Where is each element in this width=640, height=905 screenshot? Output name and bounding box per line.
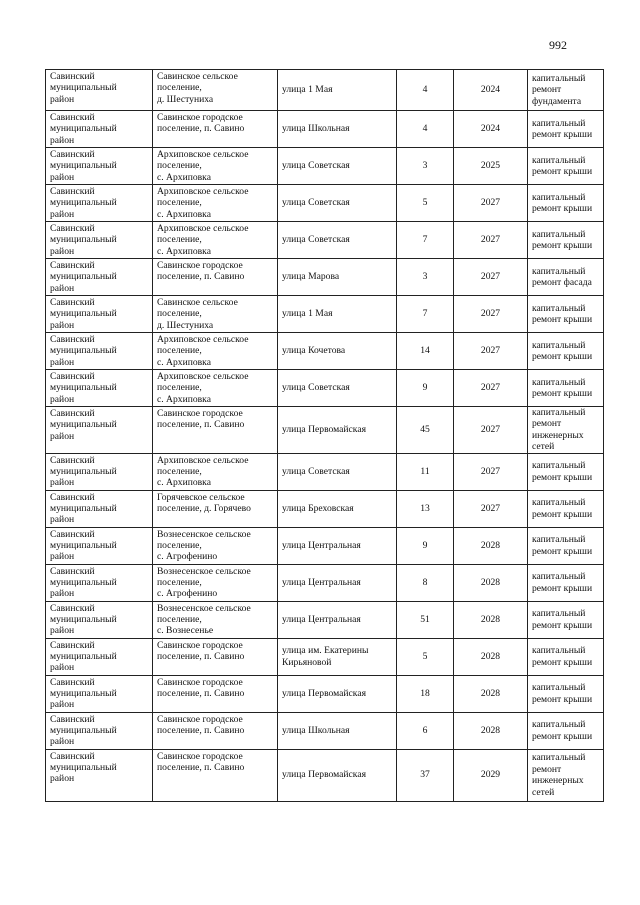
cell-settlement bbox=[153, 407, 278, 454]
house-text: 3 bbox=[422, 160, 428, 172]
cell-district bbox=[46, 601, 153, 638]
year-text: 2024 bbox=[480, 84, 501, 96]
work-text: капитальный ремонт крыши bbox=[532, 719, 593, 742]
cell-year bbox=[454, 148, 528, 185]
year-text: 2027 bbox=[480, 345, 501, 357]
year-text: 2027 bbox=[480, 271, 501, 283]
table-row bbox=[46, 638, 604, 675]
table-row bbox=[46, 601, 604, 638]
cell-street bbox=[278, 601, 397, 638]
cell-year bbox=[454, 453, 528, 490]
cell-district bbox=[46, 638, 153, 675]
district-text: Савинский муниципальный район bbox=[50, 676, 117, 711]
cell-work bbox=[528, 296, 604, 333]
settlement-text: Савинское сельское поселение, д. Шестуниха bbox=[157, 297, 238, 331]
cell-district bbox=[46, 370, 153, 407]
cell-district bbox=[46, 185, 153, 222]
street-text: улица им. Екатерины Кирьяновой bbox=[282, 645, 369, 668]
cell-settlement bbox=[153, 296, 278, 333]
cell-street bbox=[278, 638, 397, 675]
street-text: улица Центральная bbox=[282, 613, 361, 625]
cell-year bbox=[454, 527, 528, 564]
work-text: капитальный ремонт инженерных сетей bbox=[532, 407, 586, 453]
district-text: Савинский муниципальный район bbox=[50, 528, 117, 563]
cell-street bbox=[278, 407, 397, 454]
cell-settlement bbox=[153, 259, 278, 296]
house-text: 14 bbox=[420, 345, 430, 357]
cell-house bbox=[397, 222, 454, 259]
settlement-text: Савинское городское поселение, п. Савино bbox=[157, 408, 245, 431]
work-text: капитальный ремонт крыши bbox=[532, 191, 593, 214]
house-text: 6 bbox=[422, 724, 428, 736]
table-row bbox=[46, 564, 604, 601]
year-text: 2028 bbox=[480, 539, 501, 551]
cell-work bbox=[528, 564, 604, 601]
cell-district bbox=[46, 675, 153, 712]
cell-work bbox=[528, 675, 604, 712]
cell-district bbox=[46, 453, 153, 490]
work-text: капитальный ремонт крыши bbox=[532, 339, 593, 362]
table-body bbox=[46, 70, 604, 802]
year-text: 2027 bbox=[480, 502, 501, 514]
work-text: капитальный ремонт крыши bbox=[532, 571, 593, 594]
cell-house bbox=[397, 259, 454, 296]
cell-settlement bbox=[153, 185, 278, 222]
cell-district bbox=[46, 490, 153, 527]
district-text: Савинский муниципальный район bbox=[50, 565, 117, 600]
house-text: 5 bbox=[422, 197, 428, 209]
cell-settlement bbox=[153, 370, 278, 407]
year-text: 2029 bbox=[480, 769, 501, 781]
table-row bbox=[46, 111, 604, 148]
table-row bbox=[46, 296, 604, 333]
street-text: улица 1 Мая bbox=[282, 308, 333, 320]
cell-house bbox=[397, 70, 454, 111]
cell-district bbox=[46, 259, 153, 296]
work-text: капитальный ремонт фундамента bbox=[532, 72, 586, 107]
repair-schedule-table bbox=[45, 69, 604, 802]
settlement-text: Вознесенское сельское поселение, с. Вознесенье bbox=[157, 602, 251, 637]
table-row bbox=[46, 675, 604, 712]
cell-street bbox=[278, 70, 397, 111]
cell-year bbox=[454, 749, 528, 801]
year-text: 2027 bbox=[480, 382, 501, 394]
settlement-text: Савинское городское поселение, п. Савино bbox=[157, 260, 245, 283]
table-row bbox=[46, 370, 604, 407]
district-text: Савинский муниципальный район bbox=[50, 713, 117, 748]
settlement-text: Архиповское сельское поселение, с. Архиповка bbox=[157, 334, 249, 368]
cell-year bbox=[454, 675, 528, 712]
table-row bbox=[46, 490, 604, 527]
street-text: улица Школьная bbox=[282, 724, 350, 736]
cell-year bbox=[454, 111, 528, 148]
work-text: капитальный ремонт крыши bbox=[532, 154, 593, 177]
cell-house bbox=[397, 564, 454, 601]
cell-year bbox=[454, 296, 528, 333]
table-row bbox=[46, 70, 604, 111]
street-text: улица Центральная bbox=[282, 539, 361, 551]
table-row bbox=[46, 712, 604, 749]
cell-district bbox=[46, 222, 153, 259]
district-text: Савинский муниципальный район bbox=[50, 750, 117, 785]
cell-work bbox=[528, 148, 604, 185]
table-row bbox=[46, 407, 604, 454]
work-text: капитальный ремонт крыши bbox=[532, 460, 593, 483]
table-row bbox=[46, 749, 604, 801]
cell-work bbox=[528, 333, 604, 370]
house-text: 3 bbox=[422, 271, 428, 283]
cell-house bbox=[397, 712, 454, 749]
district-text: Савинский муниципальный район bbox=[50, 371, 117, 405]
cell-district bbox=[46, 70, 153, 111]
house-text: 11 bbox=[420, 465, 430, 477]
cell-settlement bbox=[153, 222, 278, 259]
house-text: 18 bbox=[420, 687, 430, 699]
cell-house bbox=[397, 675, 454, 712]
cell-house bbox=[397, 638, 454, 675]
house-text: 9 bbox=[422, 539, 428, 551]
table-row bbox=[46, 453, 604, 490]
district-text: Савинский муниципальный район bbox=[50, 408, 117, 442]
cell-year bbox=[454, 222, 528, 259]
cell-house bbox=[397, 185, 454, 222]
cell-house bbox=[397, 490, 454, 527]
cell-district bbox=[46, 407, 153, 454]
cell-settlement bbox=[153, 111, 278, 148]
cell-district bbox=[46, 148, 153, 185]
settlement-text: Савинское городское поселение, п. Савино bbox=[157, 112, 245, 135]
district-text: Савинский муниципальный район bbox=[50, 71, 117, 105]
district-text: Савинский муниципальный район bbox=[50, 454, 117, 489]
district-text: Савинский муниципальный район bbox=[50, 639, 117, 674]
house-text: 4 bbox=[422, 84, 428, 96]
cell-year bbox=[454, 185, 528, 222]
table-row bbox=[46, 527, 604, 564]
street-text: улица Советская bbox=[282, 465, 350, 477]
cell-district bbox=[46, 527, 153, 564]
street-text: улица Бреховская bbox=[282, 502, 354, 514]
year-text: 2028 bbox=[480, 576, 501, 588]
cell-house bbox=[397, 296, 454, 333]
street-text: улица Советская bbox=[282, 160, 350, 172]
cell-street bbox=[278, 527, 397, 564]
cell-house bbox=[397, 407, 454, 454]
cell-year bbox=[454, 370, 528, 407]
cell-house bbox=[397, 148, 454, 185]
district-text: Савинский муниципальный район bbox=[50, 491, 117, 526]
cell-street bbox=[278, 490, 397, 527]
cell-work bbox=[528, 111, 604, 148]
cell-settlement bbox=[153, 601, 278, 638]
district-text: Савинский муниципальный район bbox=[50, 112, 117, 146]
street-text: улица Первомайская bbox=[282, 769, 366, 781]
district-text: Савинский муниципальный район bbox=[50, 186, 117, 220]
cell-settlement bbox=[153, 490, 278, 527]
work-text: капитальный ремонт крыши bbox=[532, 376, 593, 399]
cell-work bbox=[528, 185, 604, 222]
cell-work bbox=[528, 527, 604, 564]
cell-settlement bbox=[153, 564, 278, 601]
settlement-text: Вознесенское сельское поселение, с. Агрофенино bbox=[157, 528, 251, 563]
work-text: капитальный ремонт инженерных сетей bbox=[532, 752, 586, 798]
cell-street bbox=[278, 749, 397, 801]
cell-street bbox=[278, 333, 397, 370]
cell-year bbox=[454, 333, 528, 370]
street-text: улица Марова bbox=[282, 271, 340, 283]
cell-house bbox=[397, 749, 454, 801]
street-text: улица 1 Мая bbox=[282, 84, 333, 96]
cell-work bbox=[528, 222, 604, 259]
cell-work bbox=[528, 70, 604, 111]
house-text: 7 bbox=[422, 308, 428, 320]
district-text: Савинский муниципальный район bbox=[50, 260, 117, 294]
cell-settlement bbox=[153, 527, 278, 564]
year-text: 2028 bbox=[480, 687, 501, 699]
street-text: улица Советская bbox=[282, 234, 350, 246]
cell-year bbox=[454, 70, 528, 111]
year-text: 2027 bbox=[480, 465, 501, 477]
settlement-text: Горячевское сельское поселение, д. Горячево bbox=[157, 491, 251, 515]
house-text: 45 bbox=[420, 424, 430, 436]
year-text: 2028 bbox=[480, 724, 501, 736]
cell-settlement bbox=[153, 749, 278, 801]
cell-year bbox=[454, 490, 528, 527]
cell-district bbox=[46, 749, 153, 801]
cell-settlement bbox=[153, 333, 278, 370]
cell-work bbox=[528, 453, 604, 490]
cell-work bbox=[528, 490, 604, 527]
house-text: 51 bbox=[420, 613, 430, 625]
year-text: 2025 bbox=[480, 160, 501, 172]
cell-street bbox=[278, 712, 397, 749]
street-text: улица Первомайская bbox=[282, 687, 366, 699]
settlement-text: Савинское городское поселение, п. Савино bbox=[157, 639, 245, 663]
cell-settlement bbox=[153, 453, 278, 490]
house-text: 4 bbox=[422, 123, 428, 135]
house-text: 13 bbox=[420, 502, 430, 514]
table-row bbox=[46, 333, 604, 370]
cell-year bbox=[454, 407, 528, 454]
cell-settlement bbox=[153, 148, 278, 185]
district-text: Савинский муниципальный район bbox=[50, 149, 117, 183]
house-text: 5 bbox=[422, 650, 428, 662]
cell-settlement bbox=[153, 638, 278, 675]
cell-house bbox=[397, 527, 454, 564]
settlement-text: Савинское городское поселение, п. Савино bbox=[157, 676, 245, 700]
house-text: 37 bbox=[420, 769, 430, 781]
table-row bbox=[46, 185, 604, 222]
district-text: Савинский муниципальный район bbox=[50, 297, 117, 331]
cell-street bbox=[278, 564, 397, 601]
work-text: капитальный ремонт крыши bbox=[532, 228, 593, 251]
settlement-text: Савинское городское поселение, п. Савино bbox=[157, 750, 245, 774]
cell-year bbox=[454, 638, 528, 675]
cell-street bbox=[278, 370, 397, 407]
year-text: 2028 bbox=[480, 613, 501, 625]
table-row bbox=[46, 222, 604, 259]
work-text: капитальный ремонт крыши bbox=[532, 534, 593, 557]
table-row bbox=[46, 259, 604, 296]
year-text: 2027 bbox=[480, 197, 501, 209]
cell-street bbox=[278, 296, 397, 333]
cell-district bbox=[46, 333, 153, 370]
year-text: 2027 bbox=[480, 424, 501, 436]
settlement-text: Архиповское сельское поселение, с. Архиповка bbox=[157, 223, 249, 257]
settlement-text: Савинское сельское поселение, д. Шестуниха bbox=[157, 71, 238, 105]
year-text: 2024 bbox=[480, 123, 501, 135]
cell-work bbox=[528, 638, 604, 675]
cell-house bbox=[397, 453, 454, 490]
cell-house bbox=[397, 370, 454, 407]
district-text: Савинский муниципальный район bbox=[50, 334, 117, 368]
settlement-text: Вознесенское сельское поселение, с. Агрофенино bbox=[157, 565, 251, 600]
work-text: капитальный ремонт крыши bbox=[532, 645, 593, 668]
street-text: улица Первомайская bbox=[282, 424, 366, 436]
work-text: капитальный ремонт крыши bbox=[532, 117, 593, 140]
cell-work bbox=[528, 259, 604, 296]
street-text: улица Советская bbox=[282, 197, 350, 209]
table-row bbox=[46, 148, 604, 185]
cell-house bbox=[397, 333, 454, 370]
house-text: 7 bbox=[422, 234, 428, 246]
cell-work bbox=[528, 712, 604, 749]
house-text: 8 bbox=[422, 576, 428, 588]
cell-district bbox=[46, 296, 153, 333]
cell-settlement bbox=[153, 70, 278, 111]
cell-street bbox=[278, 675, 397, 712]
cell-street bbox=[278, 148, 397, 185]
year-text: 2027 bbox=[480, 234, 501, 246]
house-text: 9 bbox=[422, 382, 428, 394]
work-text: капитальный ремонт крыши bbox=[532, 608, 593, 631]
work-text: капитальный ремонт крыши bbox=[532, 497, 593, 520]
year-text: 2028 bbox=[480, 650, 501, 662]
cell-work bbox=[528, 749, 604, 801]
settlement-text: Архиповское сельское поселение, с. Архиповка bbox=[157, 454, 249, 489]
district-text: Савинский муниципальный район bbox=[50, 223, 117, 257]
cell-street bbox=[278, 259, 397, 296]
work-text: капитальный ремонт крыши bbox=[532, 682, 593, 705]
cell-work bbox=[528, 601, 604, 638]
cell-street bbox=[278, 453, 397, 490]
cell-year bbox=[454, 564, 528, 601]
settlement-text: Савинское городское поселение, п. Савино bbox=[157, 713, 245, 737]
cell-house bbox=[397, 111, 454, 148]
street-text: улица Центральная bbox=[282, 576, 361, 588]
cell-street bbox=[278, 111, 397, 148]
cell-district bbox=[46, 712, 153, 749]
cell-year bbox=[454, 259, 528, 296]
district-text: Савинский муниципальный район bbox=[50, 602, 117, 637]
street-text: улица Советская bbox=[282, 382, 350, 394]
cell-district bbox=[46, 564, 153, 601]
street-text: улица Кочетова bbox=[282, 345, 346, 357]
cell-work bbox=[528, 370, 604, 407]
year-text: 2027 bbox=[480, 308, 501, 320]
work-text: капитальный ремонт фасада bbox=[532, 265, 592, 288]
cell-settlement bbox=[153, 675, 278, 712]
cell-year bbox=[454, 601, 528, 638]
cell-house bbox=[397, 601, 454, 638]
settlement-text: Архиповское сельское поселение, с. Архиповка bbox=[157, 371, 249, 405]
cell-street bbox=[278, 222, 397, 259]
cell-work bbox=[528, 407, 604, 454]
street-text: улица Школьная bbox=[282, 123, 350, 135]
cell-year bbox=[454, 712, 528, 749]
cell-street bbox=[278, 185, 397, 222]
work-text: капитальный ремонт крыши bbox=[532, 302, 593, 325]
settlement-text: Архиповское сельское поселение, с. Архиповка bbox=[157, 186, 249, 220]
cell-settlement bbox=[153, 712, 278, 749]
cell-district bbox=[46, 111, 153, 148]
settlement-text: Архиповское сельское поселение, с. Архиповка bbox=[157, 149, 249, 183]
page-number: 992 bbox=[549, 38, 567, 52]
